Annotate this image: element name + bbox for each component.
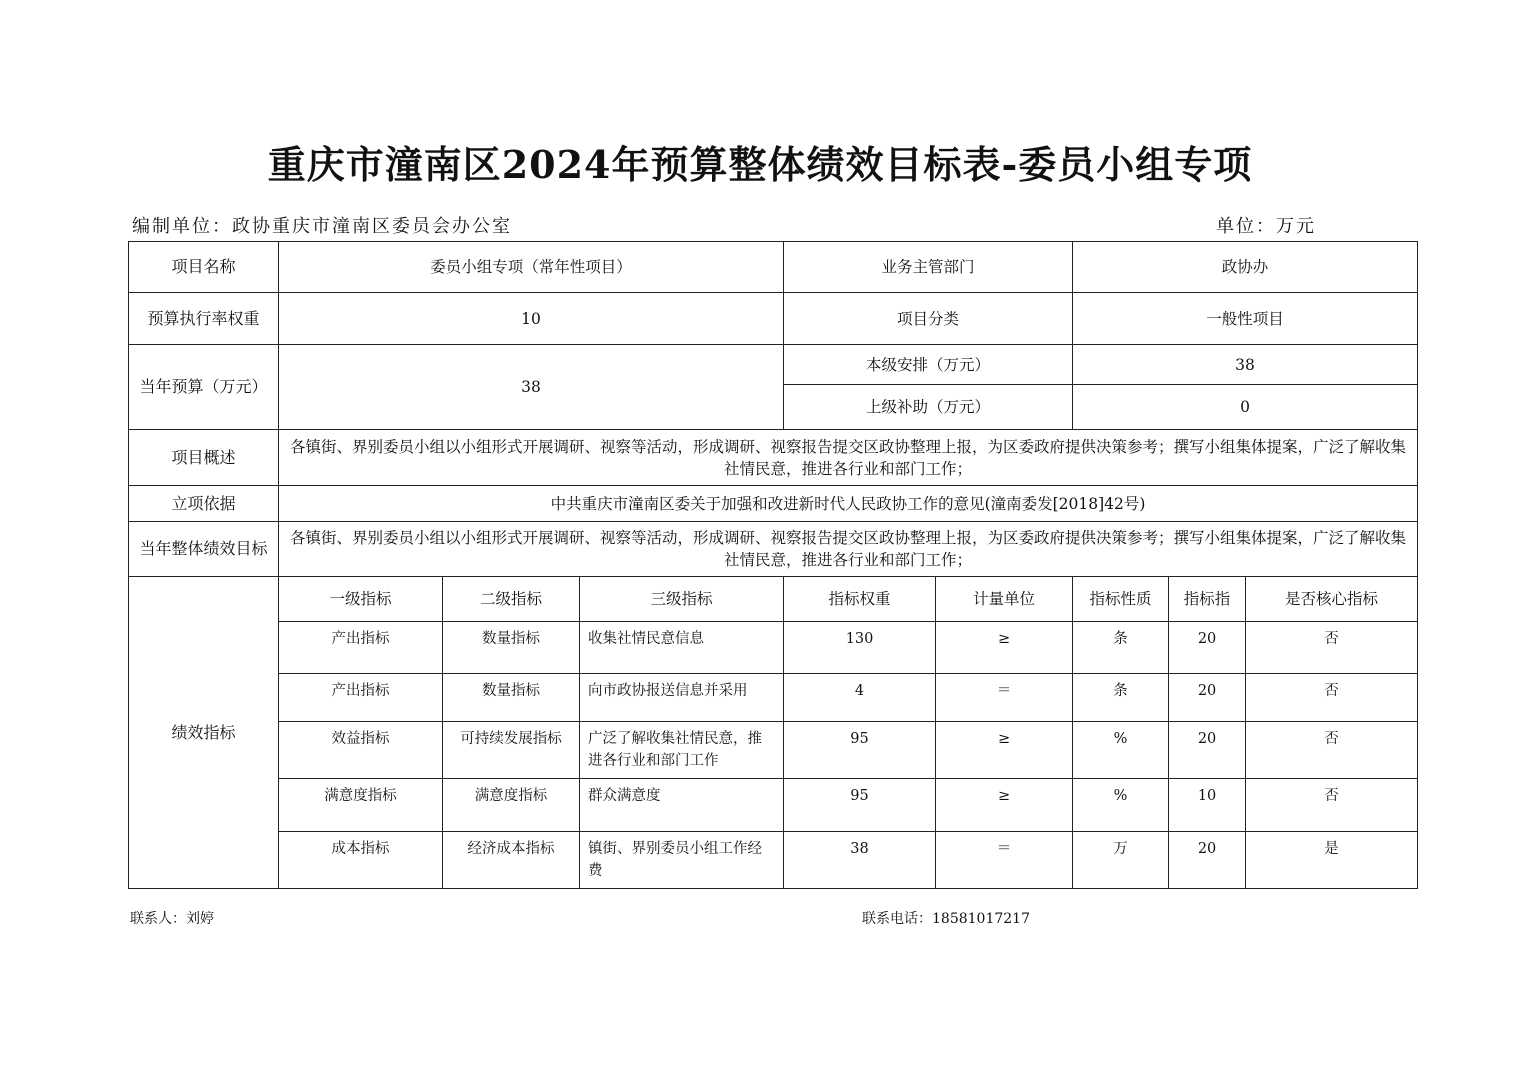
header-weight: 指标权重	[784, 577, 936, 622]
cell-nature: 条	[1073, 674, 1169, 722]
cell-weight: 130	[784, 622, 936, 674]
page-title: 重庆市潼南区2024年预算整体绩效目标表-委员小组专项	[267, 142, 1253, 187]
cell-value: 10	[1169, 779, 1246, 832]
cell-unit: ≥	[936, 779, 1073, 832]
header-level1: 一级指标	[279, 577, 443, 622]
cell-value: 20	[1169, 622, 1246, 674]
goal-value: 各镇街、界别委员小组以小组形式开展调研、视察等活动，形成调研、视察报告提交区政协整理上报，为区委政府提供决策参考；撰写小组集体提案，广泛了解收集社情民意，推进各行业和部门工作；	[279, 522, 1418, 577]
upper-label: 上级补助（万元）	[784, 385, 1073, 430]
dept-label: 业务主管部门	[784, 242, 1073, 293]
category-value: 一般性项目	[1073, 293, 1418, 345]
row-project-name	[129, 242, 1418, 293]
indicators-label: 绩效指标	[129, 577, 279, 889]
overview-value: 各镇街、界别委员小组以小组形式开展调研、视察等活动，形成调研、视察报告提交区政协整理上报，为区委政府提供决策参考；撰写小组集体提案，广泛了解收集社情民意，推进各行业和部门工作；	[279, 430, 1418, 486]
cell-unit: ≥	[936, 722, 1073, 779]
cell-level3: 群众满意度	[580, 779, 784, 832]
category-label: 项目分类	[784, 293, 1073, 345]
cell-level1: 产出指标	[279, 674, 443, 722]
header-level2: 二级指标	[443, 577, 580, 622]
header-value: 指标指	[1169, 577, 1246, 622]
cell-weight: 4	[784, 674, 936, 722]
cell-core: 否	[1246, 674, 1418, 722]
cell-unit: ＝	[936, 674, 1073, 722]
header-level3: 三级指标	[580, 577, 784, 622]
contact-phone: 联系电话：18581017217	[862, 911, 1030, 927]
cell-level1: 满意度指标	[279, 779, 443, 832]
cell-value: 20	[1169, 674, 1246, 722]
compile-unit: 编制单位：政协重庆市潼南区委员会办公室	[132, 216, 512, 237]
cell-level2: 数量指标	[443, 674, 580, 722]
cell-core: 否	[1246, 622, 1418, 674]
cell-level1: 产出指标	[279, 622, 443, 674]
cell-level3: 收集社情民意信息	[580, 622, 784, 674]
cell-core: 否	[1246, 779, 1418, 832]
cell-level2: 数量指标	[443, 622, 580, 674]
cell-core: 是	[1246, 832, 1418, 889]
table-row	[129, 722, 1418, 779]
exec-weight-label: 预算执行率权重	[129, 293, 279, 345]
basis-label: 立项依据	[129, 486, 279, 522]
cell-level1: 效益指标	[279, 722, 443, 779]
goal-label: 当年整体绩效目标	[129, 522, 279, 577]
unit-label: 单位：万元	[1216, 216, 1316, 237]
cell-level2: 经济成本指标	[443, 832, 580, 889]
table-row	[129, 779, 1418, 832]
project-name-value: 委员小组专项（常年性项目）	[279, 242, 784, 293]
cell-value: 20	[1169, 722, 1246, 779]
exec-weight-value: 10	[279, 293, 784, 345]
cell-nature: %	[1073, 722, 1169, 779]
budget-value: 38	[279, 345, 784, 430]
cell-nature: 万	[1073, 832, 1169, 889]
indicator-header-row	[129, 577, 1418, 622]
cell-unit: ＝	[936, 832, 1073, 889]
cell-level3: 广泛了解收集社情民意，推进各行业和部门工作	[580, 722, 784, 779]
performance-table	[128, 241, 1418, 889]
cell-weight: 95	[784, 779, 936, 832]
budget-label: 当年预算（万元）	[129, 345, 279, 430]
table-row	[129, 832, 1418, 889]
row-budget	[129, 345, 1418, 385]
cell-value: 20	[1169, 832, 1246, 889]
local-label: 本级安排（万元）	[784, 345, 1073, 385]
cell-level3: 镇街、界别委员小组工作经费	[580, 832, 784, 889]
cell-weight: 95	[784, 722, 936, 779]
cell-level1: 成本指标	[279, 832, 443, 889]
table-row	[129, 674, 1418, 722]
cell-nature: 条	[1073, 622, 1169, 674]
cell-level2: 满意度指标	[443, 779, 580, 832]
project-name-label: 项目名称	[129, 242, 279, 293]
contact-person: 联系人：刘婷	[130, 911, 214, 927]
local-value: 38	[1073, 345, 1418, 385]
dept-value: 政协办	[1073, 242, 1418, 293]
overview-label: 项目概述	[129, 430, 279, 486]
header-core: 是否核心指标	[1246, 577, 1418, 622]
upper-value: 0	[1073, 385, 1418, 430]
cell-weight: 38	[784, 832, 936, 889]
header-nature: 指标性质	[1073, 577, 1169, 622]
basis-value: 中共重庆市潼南区委关于加强和改进新时代人民政协工作的意见(潼南委发[2018]42号)	[279, 486, 1418, 522]
row-basis	[129, 486, 1418, 522]
cell-core: 否	[1246, 722, 1418, 779]
cell-level2: 可持续发展指标	[443, 722, 580, 779]
row-goal	[129, 522, 1418, 577]
header-unit: 计量单位	[936, 577, 1073, 622]
row-exec-weight	[129, 293, 1418, 345]
cell-level3: 向市政协报送信息并采用	[580, 674, 784, 722]
row-overview	[129, 430, 1418, 486]
cell-nature: %	[1073, 779, 1169, 832]
cell-unit: ≥	[936, 622, 1073, 674]
table-row	[129, 622, 1418, 674]
